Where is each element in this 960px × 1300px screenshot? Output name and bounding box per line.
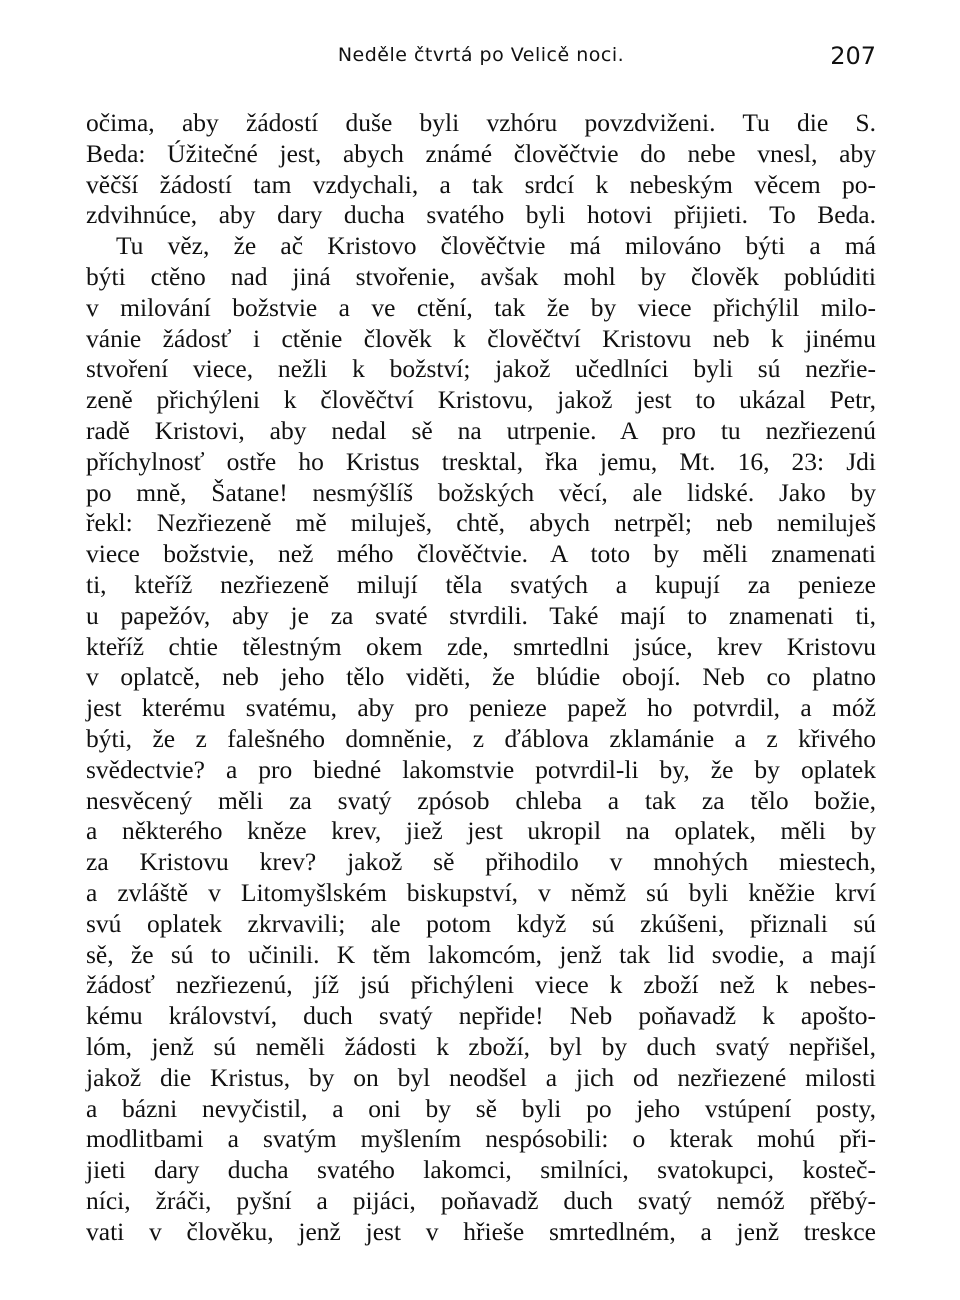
text-line: svědectvie? a pro biedné lakomstvie potvrdil-li by, že by oplatek (86, 754, 876, 784)
text-line: kteříž chtie tělestným okem zde, smrtedlni jsúce, krev Kristovu (86, 631, 876, 661)
text-line: svú oplatek zkrvavili; ale potom když sú zkúšeni, přiznali sú (86, 908, 876, 938)
text-line: vánie žádosť i ctěnie člověk k člověčtví Kristovu neb k jinému (86, 323, 876, 353)
text-line: ti, kteříž nezřiezeně milují těla svatých a kupují za penieze (86, 569, 876, 599)
text-line: zdvihnúce, aby dary ducha svatého byli hotovi přijieti. To Beda. (86, 200, 876, 230)
text-line: a bázni nevyčistil, a oni by sě byli po jeho vstúpení posty, (86, 1093, 876, 1123)
text-line: věčší žádostí tam vzdychali, a tak srdcí k nebeským věcem po- (86, 169, 876, 199)
text-line: nesvěcený měli za svatý zpósob chleba a tak za tělo božie, (86, 785, 876, 815)
text-line: po mně, Šatane! nesmýšlíš božských věcí, ale lidské. Jako by (86, 477, 876, 507)
running-head (86, 38, 876, 74)
text-line: sě, že sú to učinili. K těm lakomcóm, jenž tak lid svodie, a mají (86, 939, 876, 969)
text-line: níci, žráči, pyšní a pijáci, poňavadž duch svatý nemóž přěbý- (86, 1185, 876, 1215)
text-line: lóm, jenž sú neměli žádosti k zboží, byl by duch svatý nepřišel, (86, 1031, 876, 1061)
text-line: a některého kněze krev, jiež jest ukropil na oplatek, měli by (86, 816, 876, 846)
text-line: viece božstvie, než mého člověčtvie. A toto by měli znamenati (86, 539, 876, 569)
text-line: v oplatcě, neb jeho tělo viděti, že blúdie obojí. Neb co platno (86, 662, 876, 692)
text-line: žádosť nezřiezenú, jíž jsú přichýleni viece k zboží než k nebes- (86, 970, 876, 1000)
text-line: u papežóv, aby je za svaté stvrdili. Také mají to znamenati ti, (86, 600, 876, 630)
text-line: jieti dary ducha svatého lakomci, smilníci, svatokupci, kosteč- (86, 1155, 876, 1185)
text-line: býti ctěno nad jiná stvořenie, avšak mohl by člověk poblúditi (86, 261, 876, 291)
text-line: příchylnosť ostře ho Kristus tresktal, řka jemu, Mt. 16, 23: Jdi (86, 446, 876, 476)
text-line: Beda: Úžitečné jest, abych známé člověčtvie do nebe vnesl, aby (86, 138, 876, 168)
page-number: 207 (830, 42, 876, 70)
text-line: jest kterému svatému, aby pro penieze papež ho potvrdil, a móž (86, 693, 876, 723)
text-line: radě Kristovi, aby nedal sě na utrpenie. A pro tu nezřiezenú (86, 415, 876, 445)
text-line: v milování božstvie a ve ctění, tak že by viece přichýlil milo- (86, 292, 876, 322)
paragraph-first-line: Tu věz, že ač Kristovo člověčtvie má milováno býti a má (116, 231, 876, 261)
text-line: a zvláště v Litomyšlském biskupství, v němž sú byli kněžie krví (86, 877, 876, 907)
running-title: Neděle čtvrtá po Velicě noci. (337, 44, 625, 66)
text-line: býti, že z falešného domněnie, z ďáblova zklamánie a z křivého (86, 723, 876, 753)
text-line: modlitbami a svatým myšlením nespósobili: o kterak mohú při- (86, 1124, 876, 1154)
text-line: jakož die Kristus, by on byl neodšel a jich od nezřiezené milosti (86, 1062, 876, 1092)
text-line: vati v člověku, jenž jest v hřieše smrtedlném, a jenž treskce (86, 1216, 876, 1246)
text-line: řekl: Nezřiezeně mě miluješ, chtě, abych netrpěl; neb nemiluješ (86, 508, 876, 538)
text-line: kému království, duch svatý nepřide! Neb poňavadž k apošto- (86, 1001, 876, 1031)
body-text (86, 108, 876, 1247)
text-line: očima, aby žádostí duše byli vzhóru povzdviženi. Tu die S. (86, 108, 876, 137)
text-line: zeně přichýleni k člověčtví Kristovu, jakož jest to ukázal Petr, (86, 385, 876, 415)
text-line: za Kristovu krev? jakož sě přihodilo v mnohých miestech, (86, 847, 876, 877)
text-line: stvoření viece, nežli k božství; jakož učedlníci byli sú nezřie- (86, 354, 876, 384)
